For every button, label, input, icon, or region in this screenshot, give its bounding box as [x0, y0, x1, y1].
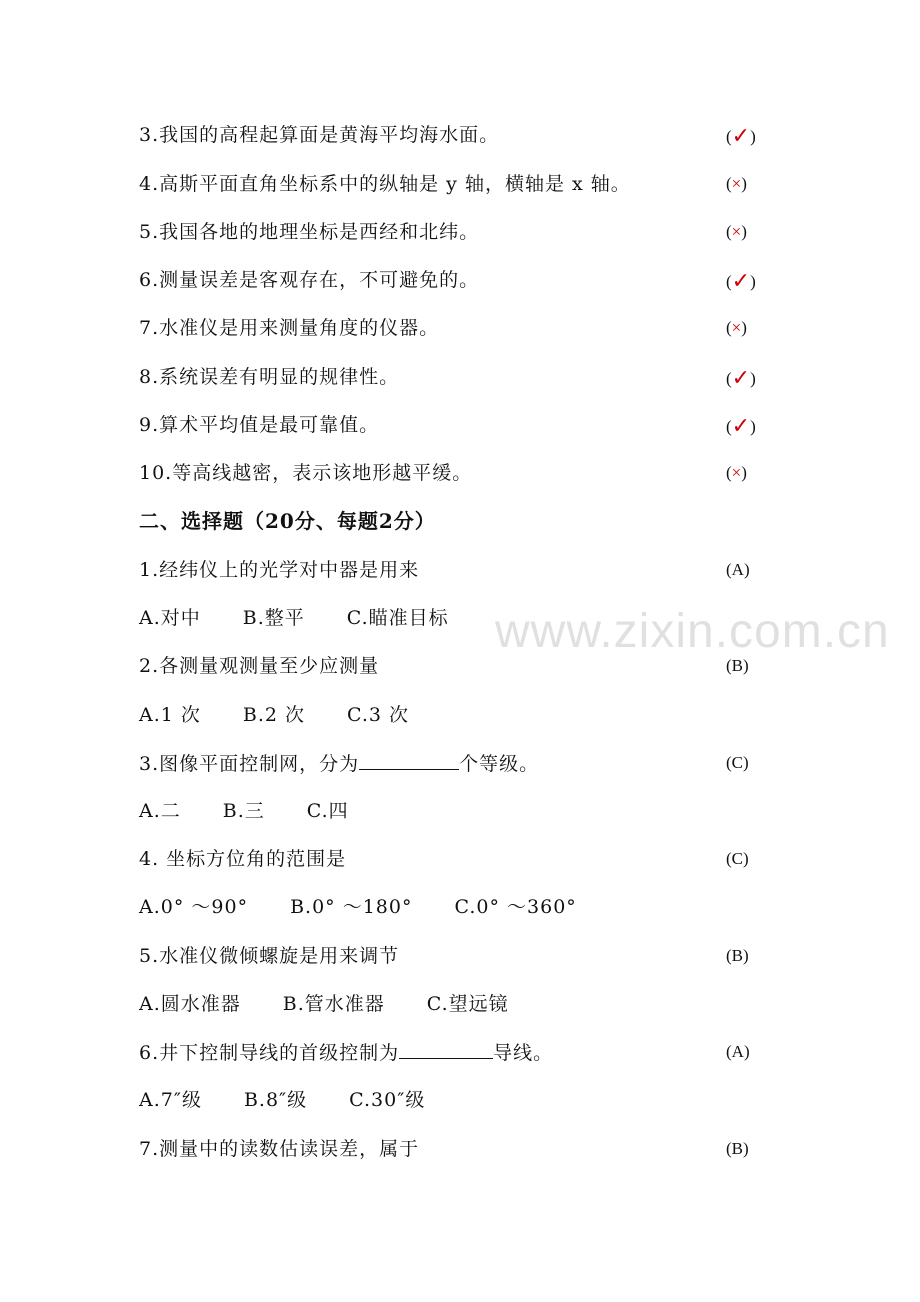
choice-answer-6: (A) [726, 1042, 750, 1061]
watermark: www.zixin.com.cn [495, 605, 890, 658]
judge-answer-8: (✓) [726, 365, 756, 390]
choice-question-5: 5.水准仪微倾螺旋是用来调节 [139, 945, 400, 967]
choice-options-4 [139, 895, 619, 919]
option-a: A.0° ～90° [139, 896, 249, 918]
choice-options-2 [139, 703, 451, 727]
check-mark-icon: ✓ [731, 123, 751, 148]
judge-question-8: 8.系统误差有明显的规律性。 [139, 366, 400, 388]
cross-mark-icon: × [731, 318, 742, 337]
judge-answer-7: (×) [726, 318, 747, 337]
cross-mark-icon: × [731, 463, 742, 482]
judge-answer-10: (×) [726, 463, 747, 482]
choice-question-6: 6.井下控制导线的首级控制为 导线。 [139, 1042, 554, 1064]
judge-answer-5: (×) [726, 222, 747, 241]
choice-options-1 [139, 606, 491, 630]
choice-options-3 [139, 799, 391, 823]
choice-answer-1: (A) [726, 560, 750, 579]
judge-question-10: 10.等高线越密，表示该地形越平缓。 [139, 462, 473, 484]
option-a: A.1 次 [139, 704, 201, 726]
choice-question-1: 1.经纬仪上的光学对中器是用来 [139, 559, 420, 581]
judge-question-9: 9.算术平均值是最可靠值。 [139, 414, 380, 436]
choice-answer-5: (B) [726, 946, 749, 965]
option-c: C.望远镜 [426, 993, 509, 1015]
judge-answer-3: (✓) [726, 123, 756, 148]
check-mark-icon: ✓ [731, 365, 751, 390]
judge-question-6: 6.测量误差是客观存在，不可避免的。 [139, 269, 480, 291]
choice-answer-3: (C) [726, 753, 749, 772]
option-c: C.0° ～360° [454, 896, 577, 918]
option-b: B.管水准器 [282, 993, 385, 1015]
check-mark-icon: ✓ [731, 268, 751, 293]
option-c: C.30″级 [349, 1089, 426, 1111]
cross-mark-icon: × [731, 222, 742, 241]
choice-question-3: 3.图像平面控制网，分为 个等级。 [139, 753, 540, 775]
cross-mark-icon: × [731, 174, 742, 193]
option-c: C.3 次 [347, 704, 410, 726]
option-a: A.二 [139, 800, 181, 822]
choice-question-2: 2.各测量观测量至少应测量 [139, 655, 380, 677]
judge-answer-6: (✓) [726, 268, 756, 293]
option-b: B.三 [222, 800, 265, 822]
choice-question-7: 7.测量中的读数估读误差，属于 [139, 1138, 420, 1160]
option-a: A.7″级 [139, 1089, 202, 1111]
option-c: C.瞄准目标 [346, 607, 449, 629]
choice-answer-7: (B) [726, 1139, 749, 1158]
option-a: A.对中 [139, 607, 201, 629]
choice-options-5 [139, 992, 551, 1016]
choice-question-4: 4. 坐标方位角的范围是 [139, 848, 347, 870]
option-a: A.圆水准器 [139, 993, 241, 1015]
judge-answer-4: (×) [726, 174, 747, 193]
answer-blank [399, 1040, 493, 1059]
judge-question-5: 5.我国各地的地理坐标是西经和北纬。 [139, 221, 480, 243]
option-b: B.0° ～180° [290, 896, 413, 918]
option-b: B.整平 [242, 607, 305, 629]
option-b: B.8″级 [243, 1089, 308, 1111]
option-c: C.四 [306, 800, 349, 822]
option-b: B.2 次 [242, 704, 306, 726]
answer-blank [359, 751, 459, 770]
judge-question-3: 3.我国的高程起算面是黄海平均海水面。 [139, 124, 500, 146]
check-mark-icon: ✓ [731, 413, 751, 438]
judge-question-4: 4.高斯平面直角坐标系中的纵轴是 y 轴，横轴是 x 轴。 [139, 173, 631, 195]
choice-options-6 [139, 1088, 467, 1112]
judge-question-7: 7.水准仪是用来测量角度的仪器。 [139, 317, 440, 339]
choice-answer-2: (B) [726, 656, 749, 675]
section-heading: 二、选择题（20分、每题2分） [139, 509, 436, 533]
judge-answer-9: (✓) [726, 413, 756, 438]
choice-answer-4: (C) [726, 849, 749, 868]
